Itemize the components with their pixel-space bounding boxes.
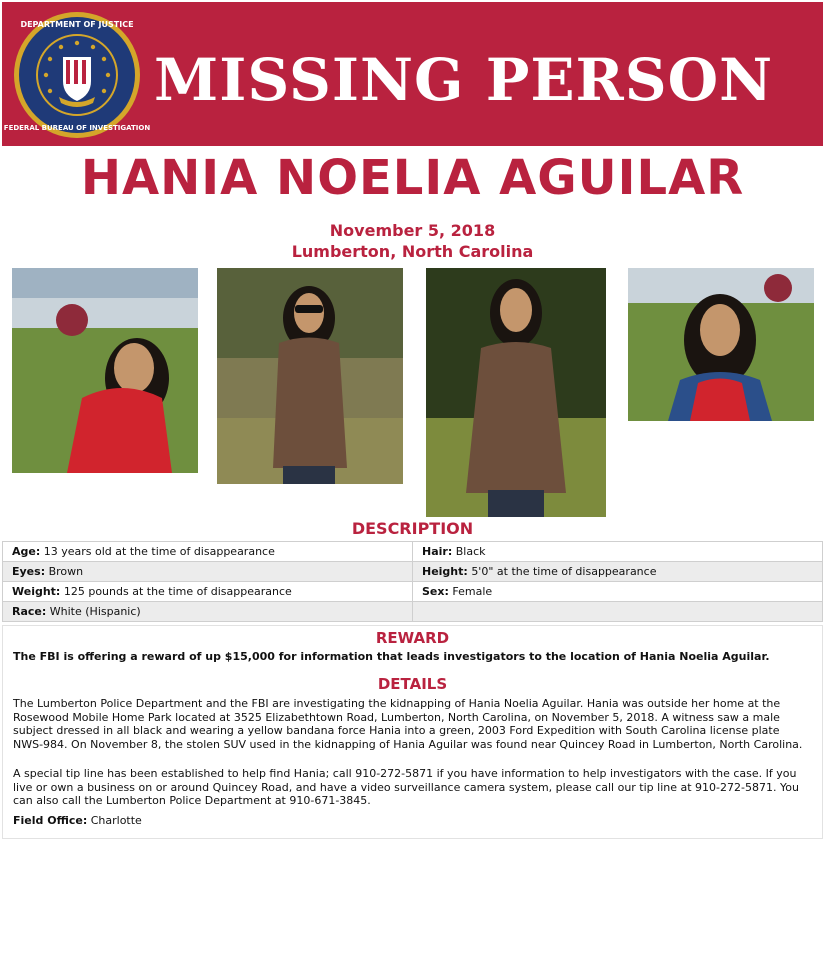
table-row [3, 542, 823, 562]
age-cell: Age: 13 years old at the time of disappearance [3, 542, 413, 562]
photo-red-top-closeup [628, 268, 814, 421]
photo-red-top-outdoor [12, 268, 198, 473]
race-cell: Race: White (Hispanic) [3, 602, 413, 622]
weight-cell: Weight: 125 pounds at the time of disappearance [3, 582, 413, 602]
photo-brown-sweater-trees [426, 268, 606, 517]
details-paragraph-2: A special tip line has been established to help find Hania; call 910-272-5871 if you have information to help investigators with the case. If you live or own a business on or around Quincey Road, and have a video surveillance camera system, please call our tip line at 910-272-5871. You can also call the Lumberton Police Department at 910-671-3845. [13, 767, 799, 807]
field-office-label: Field Office: [13, 814, 88, 827]
svg-text:FEDERAL BUREAU OF INVESTIGATIO: FEDERAL BUREAU OF INVESTIGATION [3, 124, 151, 132]
banner-title: MISSING PERSON [154, 46, 774, 114]
disappearance-location: Lumberton, North Carolina [291, 242, 534, 261]
svg-text:DEPARTMENT OF JUSTICE: DEPARTMENT OF JUSTICE [20, 20, 134, 29]
table-row [3, 582, 823, 602]
height-cell: Height: 5'0" at the time of disappearance [413, 562, 823, 582]
details-heading: DETAILS [377, 675, 448, 693]
reward-heading: REWARD [375, 629, 450, 647]
description-table [2, 541, 823, 622]
hair-cell: Hair: Black [413, 542, 823, 562]
details-paragraph-1: The Lumberton Police Department and the FBI are investigating the kidnapping of Hania Noelia Aguilar. Hania was outside her home at the Rosewood Mobile Home Park located at 3525 Elizabethtown Road, Lumberton, North Carolina, on November 5, 2018. A witness saw a male subject dressed in all black and wearing a yellow bandana force Hania into a green, 2003 Ford Expedition with South Carolina license plate NWS-984. On November 8, the stolen SUV used in the kidnapping of Hania Aguilar was found near Quincey Road in Lumberton, North Carolina. [13, 697, 803, 751]
eyes-cell: Eyes: Brown [3, 562, 413, 582]
description-heading: DESCRIPTION [351, 519, 474, 538]
empty-cell [413, 602, 823, 622]
disappearance-date: November 5, 2018 [329, 221, 496, 240]
header-banner [2, 2, 823, 146]
table-row [3, 562, 823, 582]
person-name: HANIA NOELIA AGUILAR [80, 150, 745, 206]
photo-1 [12, 268, 198, 473]
photo-4 [628, 268, 814, 421]
field-office [13, 814, 142, 827]
table-row [3, 602, 823, 622]
photo-3 [426, 268, 606, 517]
fbi-seal-icon [3, 11, 151, 139]
photo-brown-sweater-sunglasses [217, 268, 403, 484]
field-office-value: Charlotte [90, 814, 142, 827]
photo-2 [217, 268, 403, 484]
reward-text: The FBI is offering a reward of up $15,000 for information that leads investigators to the location of Hania Noelia Aguilar. [13, 650, 770, 663]
sex-cell: Sex: Female [413, 582, 823, 602]
